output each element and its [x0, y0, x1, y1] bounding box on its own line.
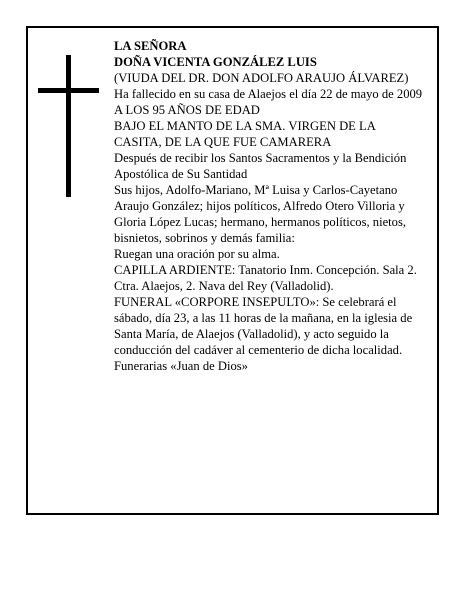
- deceased-name: DOÑA VICENTA GONZÁLEZ LUIS: [114, 55, 317, 69]
- family-list: Sus hijos, Adolfo-Mariano, Mª Luisa y Carlos-Cayetano Araujo González; hijos políticos, Alfredo Otero Villoria y Gloria López Lucas; hermano, hermanos políticos, nietos, bisnietos, sobrinos y demás familia:: [114, 183, 407, 245]
- age-note: A LOS 95 AÑOS DE EDAD: [114, 103, 260, 117]
- obituary-text: [114, 38, 424, 374]
- cross-icon-horizontal: [38, 88, 99, 93]
- funeral-info: FUNERAL «CORPORE INSEPULTO»: Se celebrará el sábado, día 23, a las 11 horas de la mañana, en la iglesia de Santa María, de Alaejos (Valladolid), y acto seguido la conducción del cadáver al cementerio de dicha localidad.: [114, 295, 413, 357]
- sacraments-note: Después de recibir los Santos Sacramentos y la Bendición Apostólica de Su Santidad: [114, 151, 407, 181]
- cross-icon-vertical: [66, 55, 71, 197]
- death-notice: Ha fallecido en su casa de Alaejos el día 22 de mayo de 2009: [114, 87, 423, 101]
- prayer-request: Ruegan una oración por su alma.: [114, 247, 280, 261]
- devotion-note: BAJO EL MANTO DE LA SMA. VIRGEN DE LA CASITA, DE LA QUE FUE CAMARERA: [114, 119, 376, 149]
- heading-title: LA SEÑORA: [114, 39, 187, 53]
- widow-note: (VIUDA DEL DR. DON ADOLFO ARAUJO ÁLVAREZ): [114, 71, 409, 85]
- chapel-info: CAPILLA ARDIENTE: Tanatorio Inm. Concepción. Sala 2. Ctra. Alaejos, 2. Nava del Rey (Valladolid).: [114, 263, 417, 293]
- funeral-home: Funerarias «Juan de Dios»: [114, 359, 248, 373]
